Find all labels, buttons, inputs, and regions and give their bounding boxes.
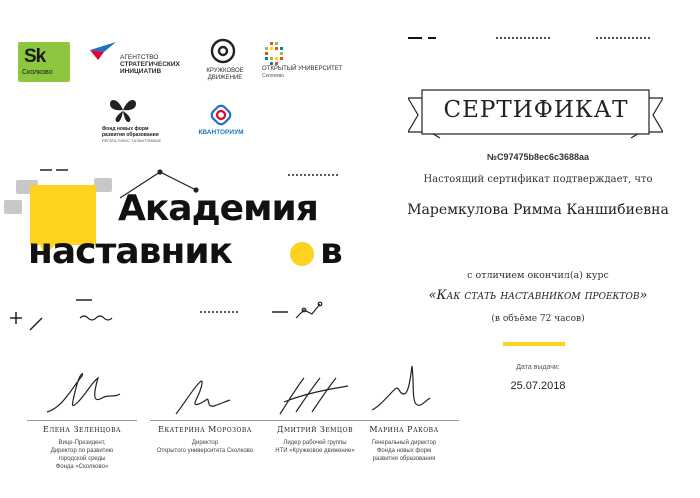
- fund-line-2: развития образования: [102, 132, 159, 138]
- signature-2-scribble: [166, 374, 236, 420]
- fund-line-3: РЕГАТА ПЛЮС ТАЛАНТЛИВЫЕ: [102, 138, 162, 143]
- signer-4-role: Генеральный директор Фонда новых форм развития образования: [371, 440, 437, 462]
- open-university-line-1: ОТКРЫТЫЙ УНИВЕРСИТЕТ: [262, 66, 343, 72]
- butterfly-icon: [108, 96, 138, 124]
- open-university-line-2: Сколково: [262, 73, 284, 79]
- certificate-number: №C97475b8ec6c3688aa: [486, 152, 590, 162]
- signer-2-name: Екатерина Морозова: [158, 425, 252, 434]
- kruzhok-logo: [200, 38, 250, 90]
- asi-line-3: ИНИЦИАТИВ: [120, 68, 162, 75]
- certificate-title: СЕРТИФИКАТ: [443, 97, 629, 123]
- signature-block-1: [22, 420, 142, 471]
- signer-1-role: Вице-Президент, Директор по развитию городской среды Фонда «Сколково»: [50, 440, 114, 470]
- skolkovo-label: Сколково: [22, 69, 53, 76]
- kruzhok-line-2: ДВИЖЕНИЕ: [207, 75, 243, 81]
- skolkovo-mark: Sk: [24, 46, 46, 67]
- open-university-logo: [262, 42, 362, 82]
- academy-o-dot-icon: [290, 242, 314, 266]
- fund-line-1: Фонд новых форм: [102, 126, 149, 132]
- kruzhok-emblem-icon: [210, 38, 236, 64]
- signer-2-role: Директор Открытого университета Сколково: [156, 440, 254, 454]
- decorative-dashes-top: [400, 30, 680, 70]
- course-name: «Как стать наставником проектов»: [428, 288, 648, 303]
- issue-date-label: Дата выдачи:: [516, 364, 560, 371]
- recipient-name: Маремкулова Римма Каншибиевна: [407, 202, 669, 218]
- fund-logo: [100, 96, 190, 146]
- signature-3-scribble: [274, 372, 354, 420]
- open-university-grid-icon: [262, 42, 286, 66]
- academy-title-word-2-end: в: [320, 231, 342, 272]
- signer-3-role: Лидер рабочей группы НТИ «Кружковое движение»: [275, 440, 355, 454]
- asi-line-2: СТРАТЕГИЧЕСКИХ: [120, 61, 180, 68]
- confirm-text: Настоящий сертификат подтверждает, что: [423, 174, 653, 185]
- signature-4-scribble: [364, 360, 434, 420]
- issue-date: 25.07.2018: [510, 380, 566, 392]
- completed-text: с отличием окончил(а) курс: [467, 270, 609, 281]
- signer-4-name: Марина Ракова: [369, 425, 439, 434]
- kruzhok-line-1: КРУЖКОВОЕ: [206, 68, 244, 74]
- signer-3-name: Дмитрий Земцов: [277, 425, 353, 434]
- kvantorium-label: КВАНТОРИУМ: [198, 129, 244, 136]
- skolkovo-logo: [18, 42, 70, 82]
- asi-arrow-icon: [90, 42, 118, 62]
- kvantorium-emblem-icon: [210, 104, 232, 126]
- academy-title-word-1: Академия: [118, 188, 318, 229]
- kvantorium-logo: [196, 104, 246, 140]
- asi-logo: [90, 40, 185, 90]
- signature-1-scribble: [42, 368, 122, 418]
- asi-line-1: АГЕНТСТВО: [120, 54, 159, 61]
- signer-1-name: Елена Зеленцова: [42, 425, 122, 434]
- academy-title-word-2: наставник: [28, 231, 232, 272]
- course-volume: (в объёме 72 часов): [491, 314, 585, 324]
- accent-line: [503, 342, 565, 346]
- signature-block-4: [344, 420, 464, 463]
